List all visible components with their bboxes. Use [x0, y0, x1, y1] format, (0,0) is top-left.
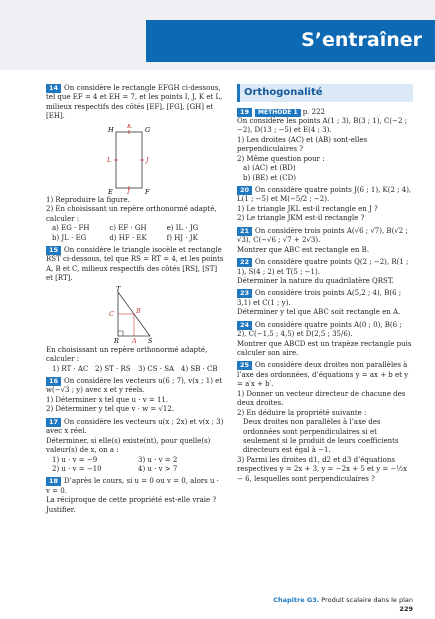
exercise-number: 16	[46, 377, 61, 386]
exercise-25	[237, 361, 413, 484]
label-h: H	[108, 125, 114, 134]
exercise-text: On considère deux droites non parallèles à l’axe des ordonnées, d’équations y = ax + b et y = a′x + b′.	[237, 361, 409, 389]
item-4: 4) u · v > 7	[138, 464, 178, 473]
exercise-text: On considère les vecteurs u(x ; 2x) et v(x ; 3) avec x réel.	[46, 417, 224, 436]
triangle-rst-figure	[46, 286, 224, 344]
exercise-number: 22	[237, 258, 252, 267]
exercise-text: On considère quatre points A(0 ; 0), B(6 ; 2), C(−1,5 ; 4,5) et D(2,5 ; 35/6).	[237, 320, 402, 339]
label-a: A	[132, 336, 137, 344]
exercise-number: 21	[237, 227, 252, 236]
exercise-15	[46, 246, 224, 374]
question: Montrer que ABC est rectangle en B.	[237, 245, 370, 254]
label-c: C	[109, 309, 114, 318]
question-2a: a) (AC) et (BD)	[243, 164, 296, 173]
exercise-23	[237, 289, 413, 317]
question-2: 2) Déterminer y tel que v · w = √12.	[46, 405, 175, 414]
item-a: a) EG · FH	[52, 224, 90, 233]
exercise-20	[237, 186, 413, 224]
question-1: 1) Les droites (AC) et (AB) sont-elles perpendiculaires ?	[237, 135, 368, 154]
question-3: 3) Parmi les droites d1, d2 et d3 d’équations respectives y = 2x + 3, y = −2x + 5 et y = −½x − 6, lesquelles sont perpendiculaires ?	[237, 455, 408, 483]
triangle-diagram	[46, 286, 224, 344]
exercise-text: On considère quatre points J(6 ; 1), K(2 ; 4), L(1 ; −5) et M(−5/2 ; −2).	[237, 186, 412, 204]
question-2: 2) En déduire la propriété suivante :	[237, 408, 367, 417]
calc-row	[52, 365, 224, 374]
calc-row-1	[52, 224, 224, 233]
exercise-text: On considère les points A(1 ; 3), B(3 ; 1), C(−2 ; −2), D(13 ; −5) et E(4 ; 3).	[237, 116, 407, 135]
footer-text: Produit scalaire dans le plan	[321, 596, 413, 604]
label-g: G	[145, 125, 151, 134]
calc-row-2	[52, 234, 224, 243]
exercise-22	[237, 258, 413, 286]
exercise-text: On considère les vecteurs u(6 ; 7), v(x ; 1) et w(−√3 ; y) avec x et y réels.	[46, 377, 223, 395]
item-c: c) EF · GH	[109, 224, 147, 233]
item-2: 2) u · v = −10	[52, 464, 102, 473]
exercise-text: D’après le cours, si u = 0 ou v = 0, alors u · v = 0.	[46, 477, 219, 495]
section-title: Orthogonalité	[237, 84, 413, 102]
exercise-21	[237, 227, 413, 255]
question: Déterminer y tel que ABC soit rectangle en A.	[237, 308, 401, 317]
exercise-number: 17	[46, 418, 61, 427]
exercise-19	[237, 108, 413, 184]
question: Montrer que ABCD est un trapèze rectangle puis calculer son aire.	[237, 339, 412, 357]
question-2: 2) En choisissant un repère orthonormé adapté, calculer :	[46, 205, 217, 223]
exercise-17	[46, 418, 224, 475]
question: Déterminer la nature du quadrilatère QRST.	[237, 276, 394, 285]
item-1: 1) RT · AC	[52, 364, 89, 373]
cond-row-1	[52, 456, 224, 465]
exercise-number: 23	[237, 289, 252, 298]
exercise-number: 24	[237, 321, 252, 330]
item-e: e) IL · JG	[166, 224, 199, 233]
left-column	[46, 84, 224, 518]
item-3: 3) u · v = 2	[138, 455, 178, 464]
question-1: 1) Donner un vecteur directeur de chacune des deux droites.	[237, 389, 406, 408]
method-page: p. 222	[302, 107, 325, 116]
question-2b: b) (BE) et (CD)	[243, 173, 296, 182]
instruction: Déterminer, si elle(s) existe(nt), pour quelle(s) valeur(s) de x, on a :	[46, 436, 211, 455]
label-i: I	[127, 187, 130, 194]
exercise-number: 18	[46, 477, 61, 486]
label-k: K	[127, 123, 132, 130]
property-text: Deux droites non parallèles à l’axe des ordonnées sont perpendiculaires si et seulement si le produit de leurs coefficients directeurs est égal à −1.	[243, 418, 399, 455]
exercise-14	[46, 84, 224, 243]
page-number: 229	[399, 604, 413, 613]
label-f: F	[145, 187, 150, 194]
label-j: J	[146, 155, 149, 164]
exercise-number: 15	[46, 246, 61, 255]
exercise-16	[46, 377, 224, 415]
page-title: S’entraîner	[301, 29, 422, 51]
question-2: 2) Le triangle JKM est-il rectangle ?	[237, 214, 365, 223]
question-1: 1) Déterminer x tel que u · v = 11.	[46, 395, 169, 404]
method-badge[interactable]: MÉTHODE 1	[255, 109, 301, 117]
rectangle-diagram	[46, 124, 224, 194]
exercise-text: On considère quatre points Q(2 ; −2), R(1 ; 1), S(4 ; 2) et T(5 ; −1).	[237, 258, 409, 276]
item-b: b) JL · EG	[52, 233, 87, 242]
rectangle-efgh-figure	[46, 124, 224, 194]
item-f: f) HJ · JK	[166, 233, 198, 242]
instruction: En choisissant un repère orthonormé adapté, calculer :	[46, 345, 208, 364]
exercise-text: On considère trois points A(5,2 ; 4), B(6 ; 3,1) et C(1 ; y).	[237, 289, 402, 307]
footer-chapter: Chapitre G3.	[273, 596, 320, 604]
item-1: 1) u · v = −9	[52, 455, 98, 464]
question-2: 2) Même question pour :	[237, 154, 325, 163]
label-t: T	[116, 285, 121, 293]
label-e: E	[108, 187, 113, 194]
item-3: 3) CS · SA	[138, 364, 175, 373]
exercise-18	[46, 477, 224, 515]
cond-row-2	[52, 465, 224, 474]
label-b: B	[136, 306, 141, 315]
page-footer	[268, 596, 413, 614]
right-column	[237, 84, 413, 487]
exercise-text: On considère le triangle isocèle et rectangle RST ci-dessous, tel que RS = RT = 4, et les points A, B et C, milieux respectifs des côtés [RS], [ST] et [RT].	[46, 245, 224, 283]
label-s: S	[148, 336, 153, 344]
exercise-number: 19	[237, 108, 252, 117]
item-2: 2) ST · RS	[95, 364, 131, 373]
item-4: 4) SB · CB	[181, 364, 218, 373]
label-r: R	[114, 336, 119, 344]
header-band	[0, 0, 435, 70]
exercise-number: 25	[237, 361, 252, 370]
item-d: d) HF · EK	[109, 233, 147, 242]
exercise-text: On considère le rectangle EFGH ci-dessous, tel que EF = 4 et EH = 7, et les points I, J, K et L, milieux respectifs des côtés [EF], [FG], [GH] et [EH].	[46, 84, 223, 121]
exercise-number: 20	[237, 186, 252, 195]
exercise-number: 14	[46, 84, 61, 93]
exercise-text: On considère trois points A(√6 ; √7), B(√2 ; √3), C(−√6 ; √7 + 2√3).	[237, 226, 408, 245]
label-l: L	[107, 155, 112, 164]
question-1: 1) Reproduire la figure.	[46, 195, 130, 204]
question: La réciproque de cette propriété est-elle vraie ? Justifier.	[46, 496, 217, 514]
question-1: 1) Le triangle JKL est-il rectangle en J ?	[237, 204, 378, 213]
exercise-24	[237, 321, 413, 359]
